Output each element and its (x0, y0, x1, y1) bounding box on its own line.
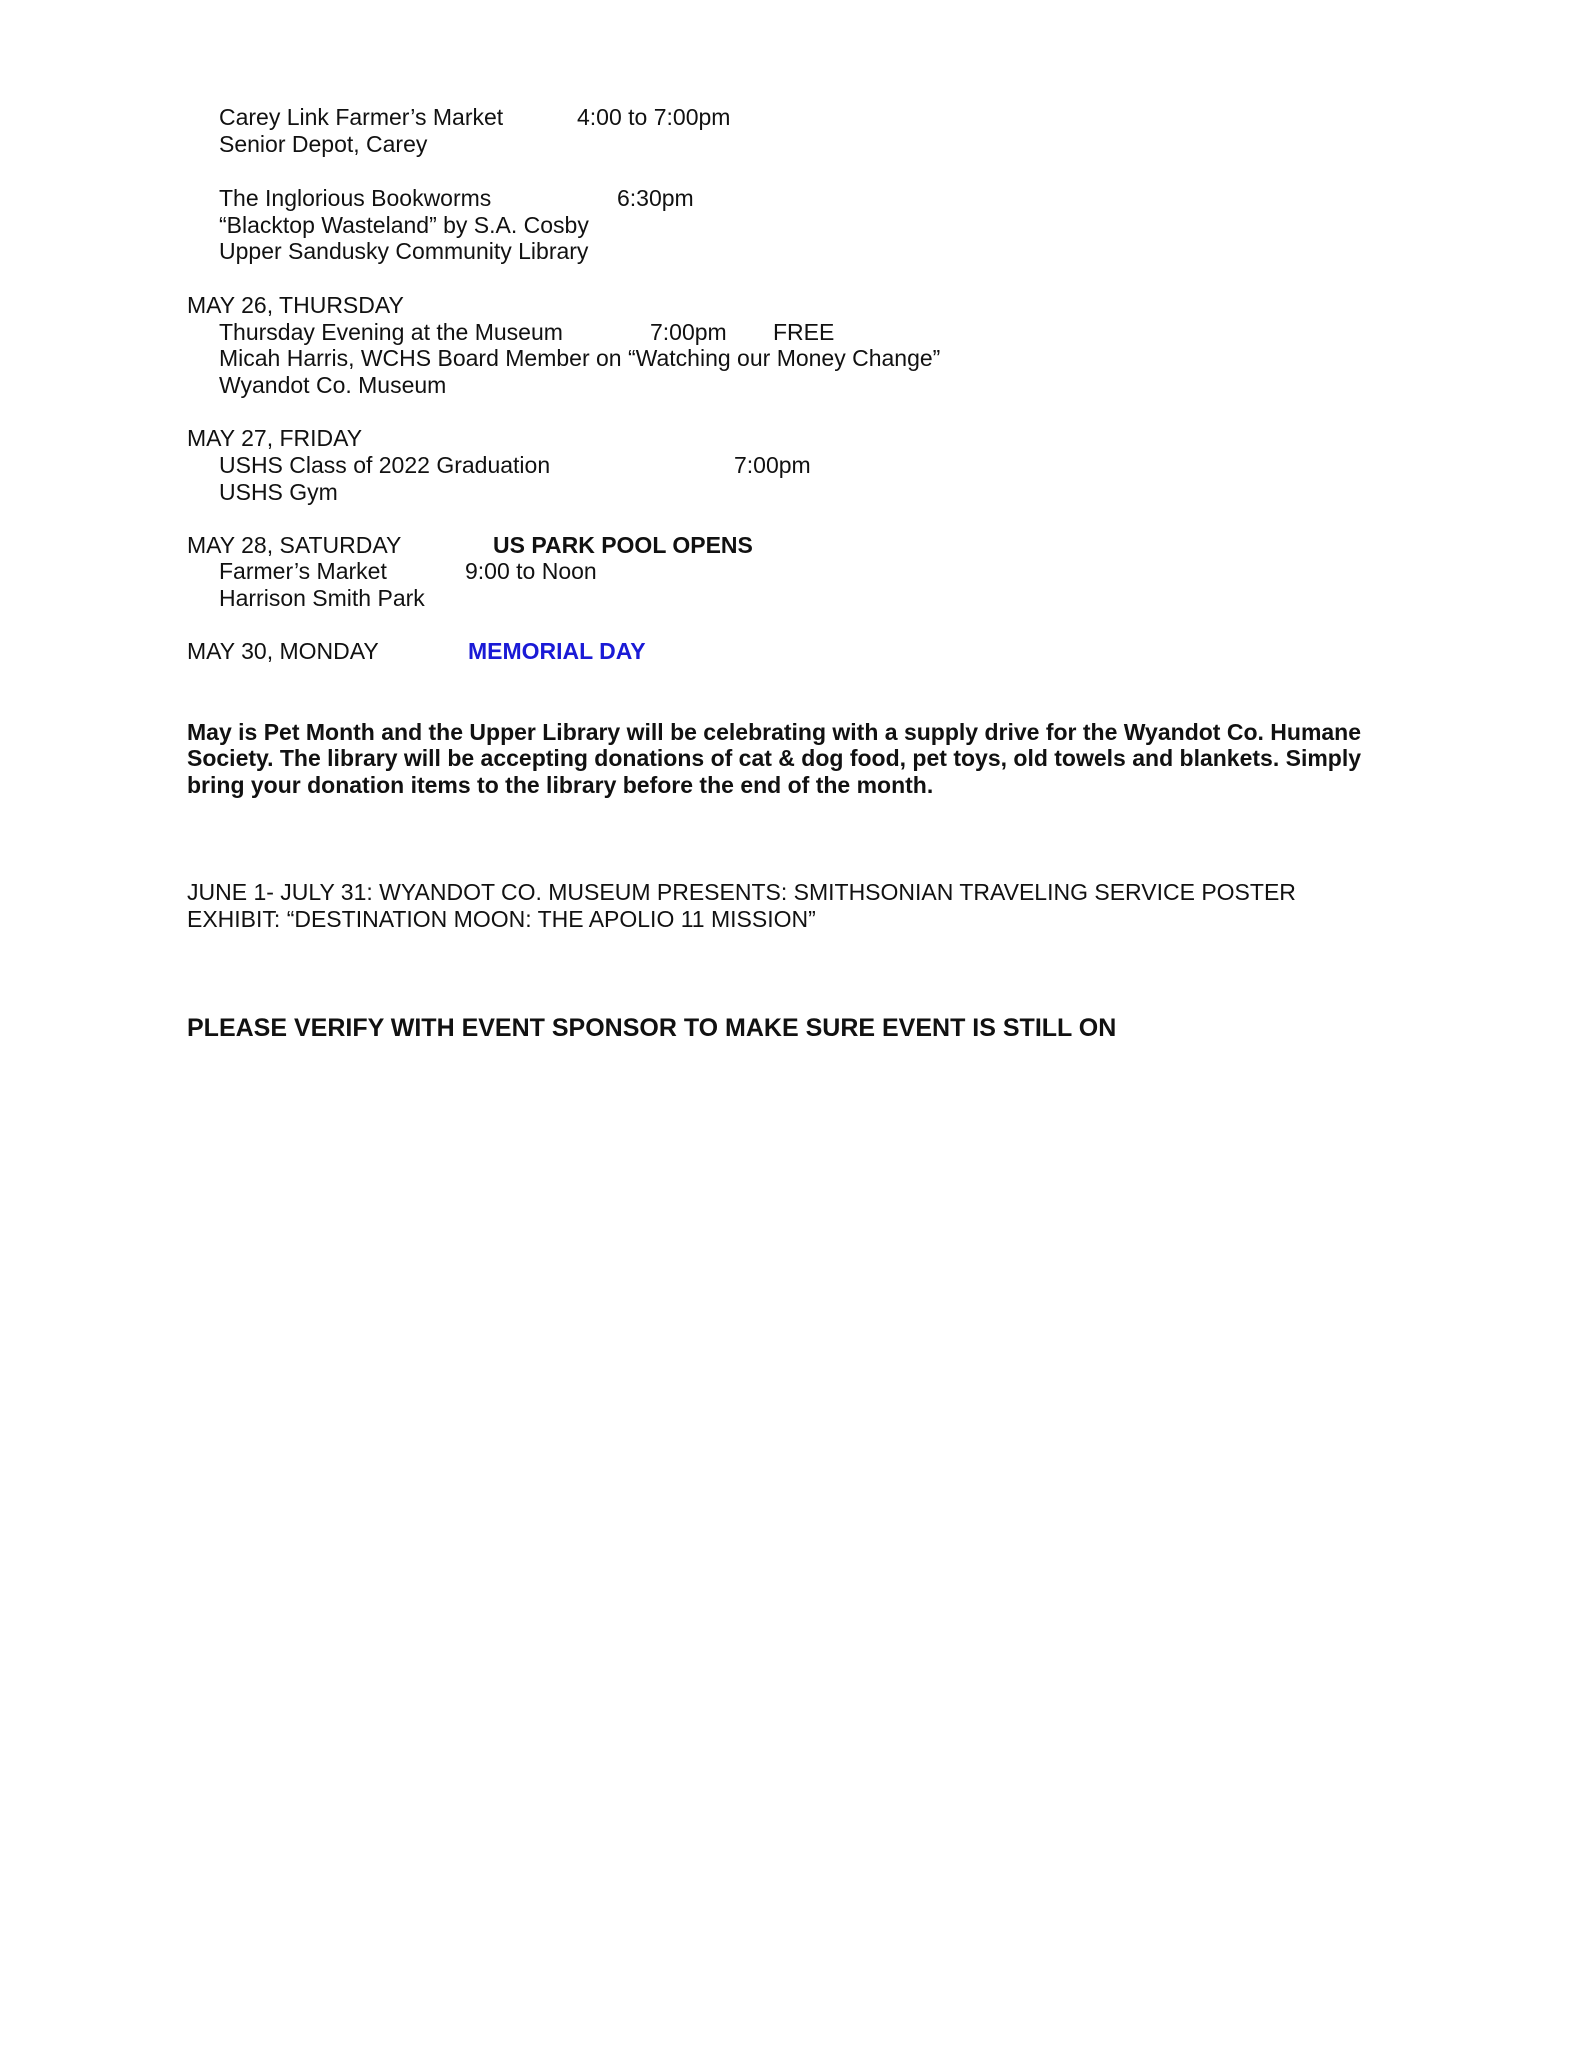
may27-location: USHS Gym (219, 479, 338, 505)
may26-title: Thursday Evening at the Museum (219, 319, 563, 345)
bookworms-location: Upper Sandusky Community Library (219, 238, 589, 264)
may27-date: MAY 27, FRIDAY (187, 425, 363, 451)
bookworms-time: 6:30pm (617, 185, 694, 211)
may28-date: MAY 28, SATURDAY (187, 532, 402, 558)
pet-month-line-1: May is Pet Month and the Upper Library will be celebrating with a supply drive for the Wyandot Co. Humane (187, 719, 1362, 745)
may27-time: 7:00pm (734, 452, 811, 478)
may28-title: Farmer’s Market (219, 558, 387, 584)
pool-opens-highlight: US PARK POOL OPENS (493, 532, 753, 558)
exhibit-line-1: JUNE 1- JULY 31: WYANDOT CO. MUSEUM PRESENTS: SMITHSONIAN TRAVELING SERVICE POSTER (187, 879, 1296, 905)
may26-time: 7:00pm (650, 319, 727, 345)
may28-time: 9:00 to Noon (465, 558, 597, 584)
pet-month-line-2: Society. The library will be accepting donations of cat & dog food, pet toys, old towels and blankets. Simply (187, 745, 1362, 771)
may27-title: USHS Class of 2022 Graduation (219, 452, 551, 478)
memorial-day-label: MEMORIAL DAY (468, 638, 646, 664)
may26-date: MAY 26, THURSDAY (187, 292, 404, 318)
may26-price: FREE (773, 319, 835, 345)
pet-month-line-3: bring your donation items to the library before the end of the month. (187, 772, 934, 798)
may26-description: Micah Harris, WCHS Board Member on “Watching our Money Change” (219, 345, 941, 371)
verify-notice: PLEASE VERIFY WITH EVENT SPONSOR TO MAKE SURE EVENT IS STILL ON (187, 1014, 1117, 1042)
bookworms-book: “Blacktop Wasteland” by S.A. Cosby (219, 212, 589, 238)
may28-location: Harrison Smith Park (219, 585, 425, 611)
may30-date: MAY 30, MONDAY (187, 638, 379, 664)
carey-market-time: 4:00 to 7:00pm (577, 104, 731, 130)
may26-location: Wyandot Co. Museum (219, 372, 447, 398)
bookworms-title: The Inglorious Bookworms (219, 185, 492, 211)
carey-market-title: Carey Link Farmer’s Market (219, 104, 504, 130)
exhibit-line-2: EXHIBIT: “DESTINATION MOON: THE APOLIO 11 MISSION” (187, 906, 816, 932)
carey-market-location: Senior Depot, Carey (219, 131, 428, 157)
